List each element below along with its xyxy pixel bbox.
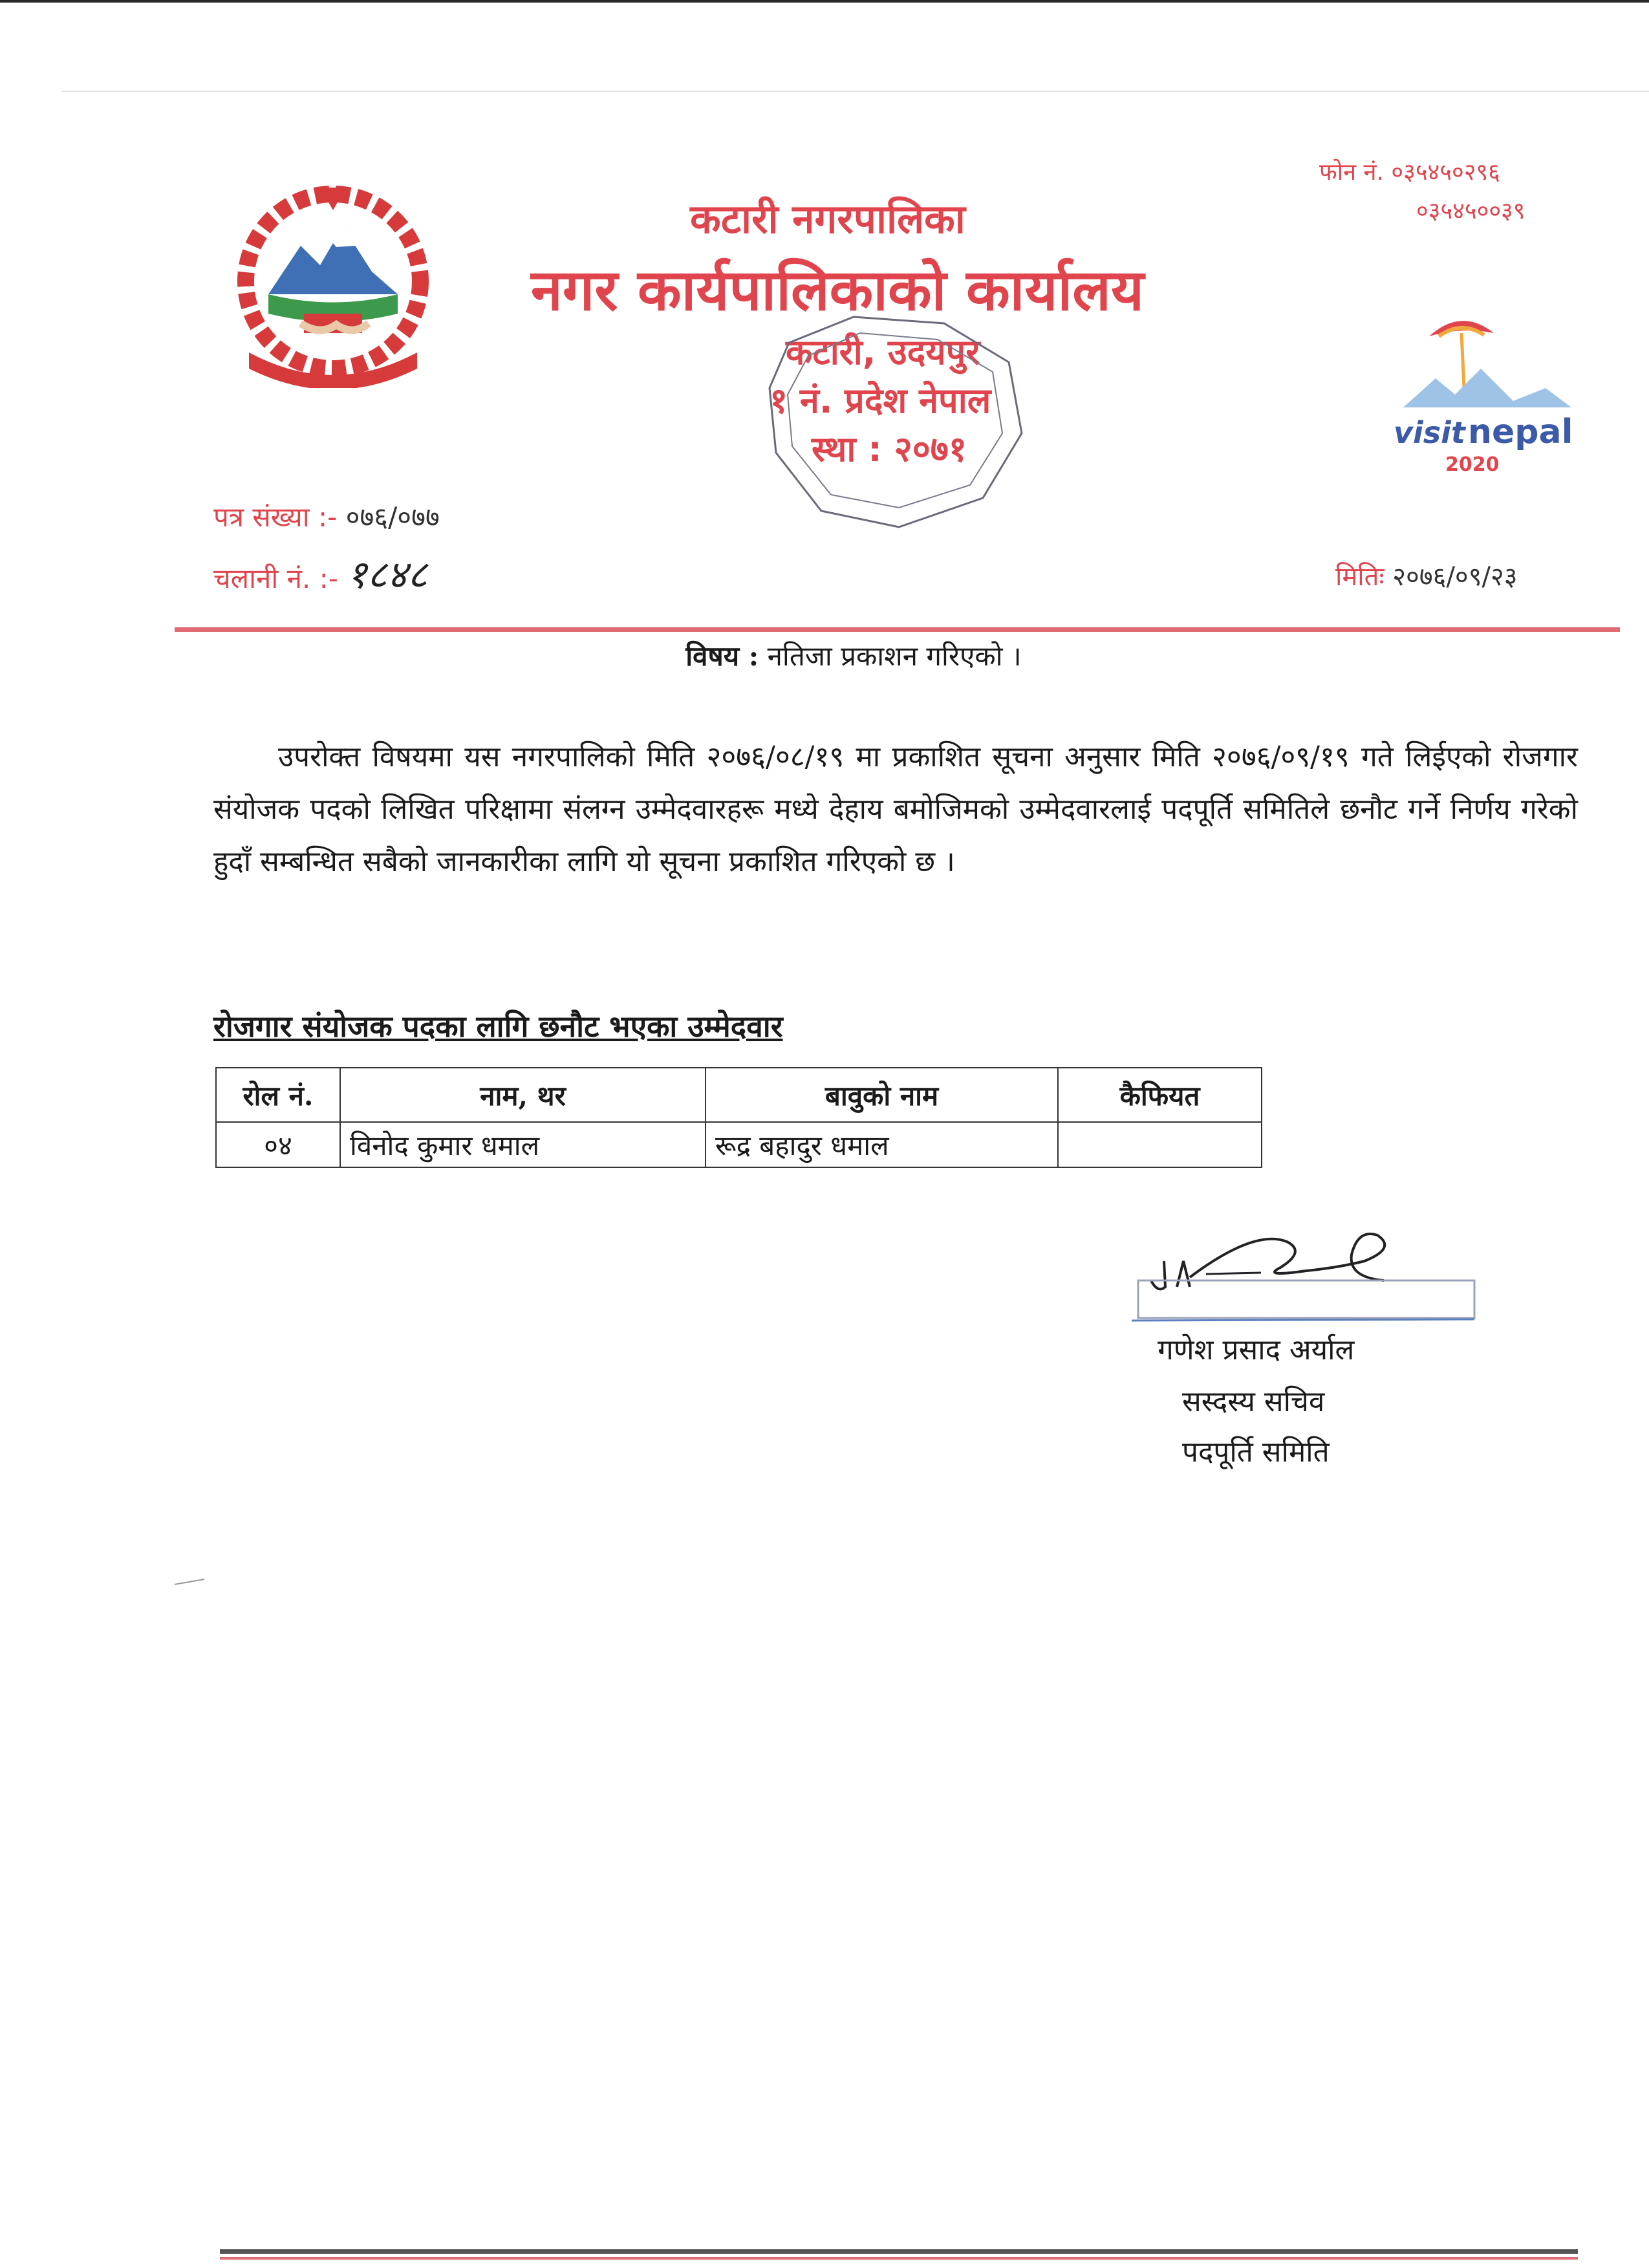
header-name: नाम, थर — [340, 1068, 706, 1122]
cell-remarks — [1058, 1122, 1262, 1167]
subject-line — [0, 637, 1649, 674]
subject-label: विषय : — [685, 640, 759, 672]
municipality-name: कटारी नगरपालिका — [690, 195, 965, 243]
cell-roll-no: ०४ — [216, 1122, 340, 1167]
body-paragraph: उपरोक्त विषयमा यस नगरपालिको मिति २०७६/०८/१९ मा प्रकाशित सूचना अनुसार मिति २०७६/०९/१९ गते लिईएको रोजगार संयोजक पदको लिखित परिक्षामा संलग्न उम्मेदवारहरू मध्ये देहाय बमोजिमको उम्मेदवारलाई पदपूर्ति समितिले छनौट गर्ने निर्णय गरेको हुदाँ सम्बन्धित सबैको जानकारीका लागि यो सूचना प्रकाशित गरिएको छ । — [213, 740, 1578, 878]
phone-number-2: ०३५४५००३९ — [1416, 198, 1525, 224]
cell-name: विनोद कुमार धमाल — [340, 1122, 706, 1167]
svg-text:2020: 2020 — [1445, 453, 1500, 476]
reference-number — [213, 498, 440, 535]
dispatch-label: चलानी नं. :- — [213, 563, 338, 594]
signatory-committee: पदपूर्ति समिति — [1182, 1436, 1330, 1469]
dispatch-value: १८४८ — [347, 552, 428, 598]
table-row — [216, 1122, 1262, 1167]
scan-artifact-line — [61, 91, 1649, 92]
ref-label: पत्र संख्या :- — [213, 501, 338, 533]
office-stamp — [750, 304, 1041, 537]
scan-edge — [0, 0, 1649, 3]
header-divider — [175, 627, 1620, 632]
handwritten-signature — [1093, 1216, 1481, 1326]
scan-mark — [173, 1578, 206, 1586]
visit-nepal-2020-logo — [1390, 304, 1584, 485]
signatory-name: गणेश प्रसाद अर्याल — [1158, 1334, 1355, 1366]
svg-text:nepal: nepal — [1468, 413, 1573, 451]
header-roll-no: रोल नं. — [216, 1068, 340, 1122]
header-remarks: कैफियत — [1058, 1068, 1262, 1122]
date-value: २०७६/०९/२३ — [1392, 562, 1518, 592]
footer-rule-dark — [220, 2249, 1578, 2254]
footer-rule-accent — [220, 2257, 1578, 2260]
phone-number-1: ०३५४५०२९६ — [1391, 159, 1500, 186]
letter-date — [1335, 557, 1518, 593]
results-table — [215, 1067, 1262, 1168]
table-header-row — [216, 1068, 1262, 1122]
signatory-role: सस्दस्य सचिव — [1182, 1385, 1325, 1418]
phone-1 — [1319, 155, 1500, 187]
ref-value: ०७६/०७७ — [345, 501, 440, 533]
results-title: रोजगार संयोजक पदका लागि छनौट भएका उम्मेदवार — [213, 1009, 783, 1044]
date-label: मितिः — [1335, 562, 1385, 592]
cell-father-name: रूद्र बहादुर धमाल — [706, 1122, 1058, 1167]
phone-label: फोन नं. — [1319, 159, 1384, 186]
office-name: नगर कार्यपालिकाको कार्यालय — [531, 257, 1144, 323]
address-line-1: कटारी, उदयपुर — [786, 332, 980, 373]
dispatch-number — [213, 546, 427, 599]
subject-text: नतिजा प्रकाशन गरिएको । — [767, 640, 1022, 672]
svg-text:visit: visit — [1394, 415, 1465, 450]
address-line-2: १ नं. प्रदेश नेपाल — [770, 380, 991, 421]
header-father-name: बावुको नाम — [706, 1068, 1058, 1122]
address-line-3: स्था : २०७१ — [812, 429, 967, 470]
